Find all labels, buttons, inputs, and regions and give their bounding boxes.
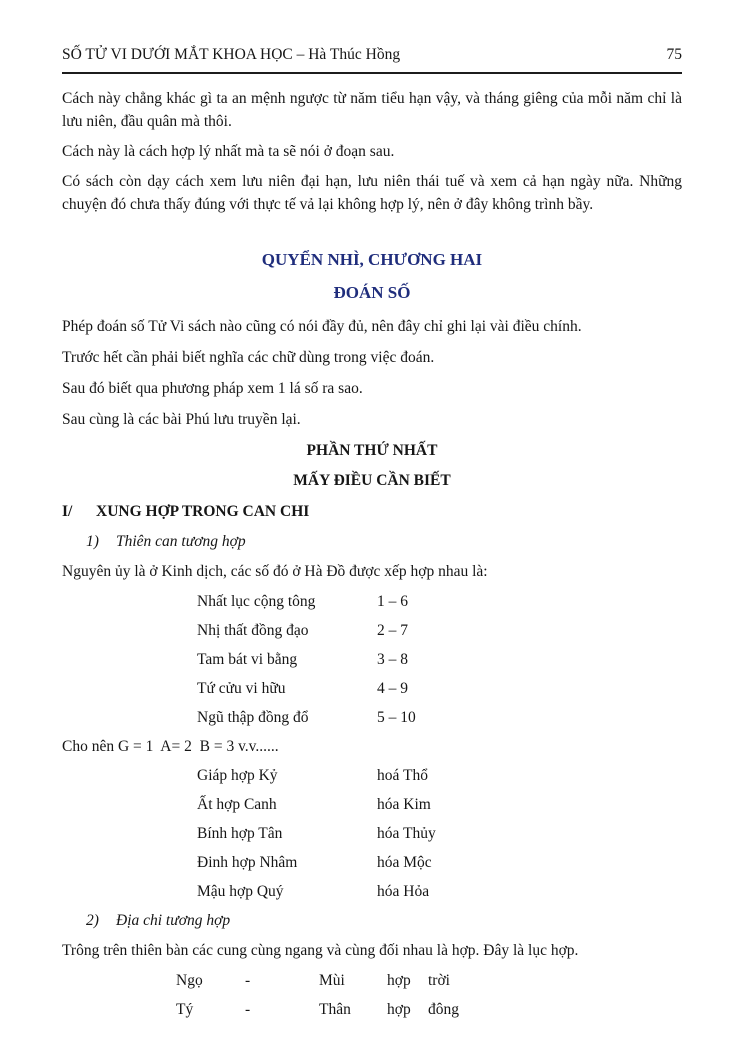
list-item xyxy=(62,619,682,642)
paragraph-chapter-3: Sau đó biết qua phương pháp xem 1 lá số ra sao. xyxy=(62,380,363,397)
list-value: 3 – 8 xyxy=(377,651,408,668)
list-item xyxy=(62,590,682,613)
list-label: Tứ cửu vi hữu xyxy=(197,680,286,697)
page-number: 75 xyxy=(666,46,682,63)
list-value: 1 – 6 xyxy=(377,593,408,610)
subsection-title-2: Địa chi tương hợp xyxy=(116,912,231,929)
list-item xyxy=(62,706,682,729)
list-item xyxy=(62,677,682,700)
chapter-subheading: ĐOÁN SỐ xyxy=(333,283,411,302)
subsection-heading-2 xyxy=(62,909,682,932)
can-hop-list xyxy=(62,764,682,903)
list-value: 4 – 9 xyxy=(377,680,408,697)
list-label: Mậu hợp Quý xyxy=(197,883,284,900)
part-heading: PHẦN THỨ NHẤT xyxy=(306,442,438,459)
list-label: Nhất lục cộng tông xyxy=(197,593,316,610)
paragraph-chapter-4: Sau cùng là các bài Phú lưu truyền lại. xyxy=(62,411,301,428)
section-number: I/ xyxy=(62,503,73,520)
paragraph-chapter-2: Trước hết cần phải biết nghĩa các chữ dùng trong việc đoán. xyxy=(62,349,435,366)
page-header xyxy=(62,0,682,74)
paragraph-intro-1: Cách này chẳng khác gì ta an mệnh ngược từ năm tiểu hạn vậy, và tháng giêng của mỗi năm chỉ là lưu niên, đầu quân mà thôi. xyxy=(62,90,682,130)
paragraph-intro-2: Cách này là cách hợp lý nhất mà ta sẽ nói ở đoạn sau. xyxy=(62,143,395,160)
list-item xyxy=(62,648,682,671)
list-item xyxy=(62,822,682,845)
running-title: SỐ TỬ VI DƯỚI MẮT KHOA HỌC – Hà Thúc Hồng xyxy=(62,46,401,63)
list-label: Ất hợp Canh xyxy=(197,796,277,813)
list-item xyxy=(62,851,682,874)
section-title: XUNG HỢP TRONG CAN CHI xyxy=(96,503,310,520)
hop-word: hợp xyxy=(387,1001,411,1018)
list-item xyxy=(62,793,682,816)
list-value: hóa Hỏa xyxy=(377,883,430,900)
subsection-number-2: 2) xyxy=(86,912,99,929)
dash: - xyxy=(245,1001,251,1018)
list-item xyxy=(62,880,682,903)
subsection-number-1: 1) xyxy=(86,533,99,550)
list-value: hoá Thổ xyxy=(377,767,428,784)
list-value: hóa Kim xyxy=(377,796,431,813)
hop-word: hợp xyxy=(387,972,411,989)
hop-note: đông xyxy=(428,1001,459,1018)
section-heading xyxy=(62,500,682,523)
list-value: hóa Mộc xyxy=(377,854,432,871)
paragraph-hado-intro: Nguyên ủy là ở Kinh dịch, các số đó ở Hà Đồ được xếp hợp nhau là: xyxy=(62,563,488,580)
list-label: Giáp hợp Kỷ xyxy=(197,767,278,784)
subsection-title-1: Thiên can tương hợp xyxy=(116,533,246,550)
paragraph-cho-nen: Cho nên G = 1 A= 2 B = 3 v.v...... xyxy=(62,738,279,755)
list-value: hóa Thủy xyxy=(377,825,436,842)
chapter-heading: QUYỂN NHÌ, CHƯƠNG HAI xyxy=(261,250,483,269)
branch-right: Mùi xyxy=(319,972,345,989)
part-subheading: MẤY ĐIỀU CẦN BIẾT xyxy=(293,472,451,489)
branch-left: Tý xyxy=(176,1001,194,1018)
list-label: Ngũ thập đồng đổ xyxy=(197,709,309,726)
paragraph-intro-3: Có sách còn dạy cách xem lưu niên đại hạn, lưu niên thái tuế và xem cả hạn ngày nữa. Những chuyện đó chưa thấy đúng với thực tế vả lại không hợp lý, nên ở đây không trình bầy. xyxy=(62,173,682,213)
list-label: Tam bát vi bằng xyxy=(197,651,298,668)
list-label: Bính hợp Tân xyxy=(197,825,283,842)
branch-left: Ngọ xyxy=(176,972,203,989)
subsection-heading-1 xyxy=(62,530,682,553)
paragraph-luchop-intro: Trông trên thiên bàn các cung cùng ngang và cùng đối nhau là hợp. Đây là lục hợp. xyxy=(62,942,579,959)
list-label: Đinh hợp Nhâm xyxy=(197,854,298,871)
list-value: 2 – 7 xyxy=(377,622,408,639)
luc-hop-list xyxy=(62,969,682,1021)
list-item xyxy=(62,764,682,787)
list-item xyxy=(62,969,682,992)
hado-list xyxy=(62,590,682,729)
list-value: 5 – 10 xyxy=(377,709,416,726)
list-label: Nhị thất đồng đạo xyxy=(197,622,309,639)
paragraph-chapter-1: Phép đoán số Tử Vi sách nào cũng có nói đầy đủ, nên đây chỉ ghi lại vài điều chính. xyxy=(62,318,582,335)
hop-note: trời xyxy=(428,972,450,989)
dash: - xyxy=(245,972,251,989)
branch-right: Thân xyxy=(319,1001,351,1018)
list-item xyxy=(62,998,682,1021)
